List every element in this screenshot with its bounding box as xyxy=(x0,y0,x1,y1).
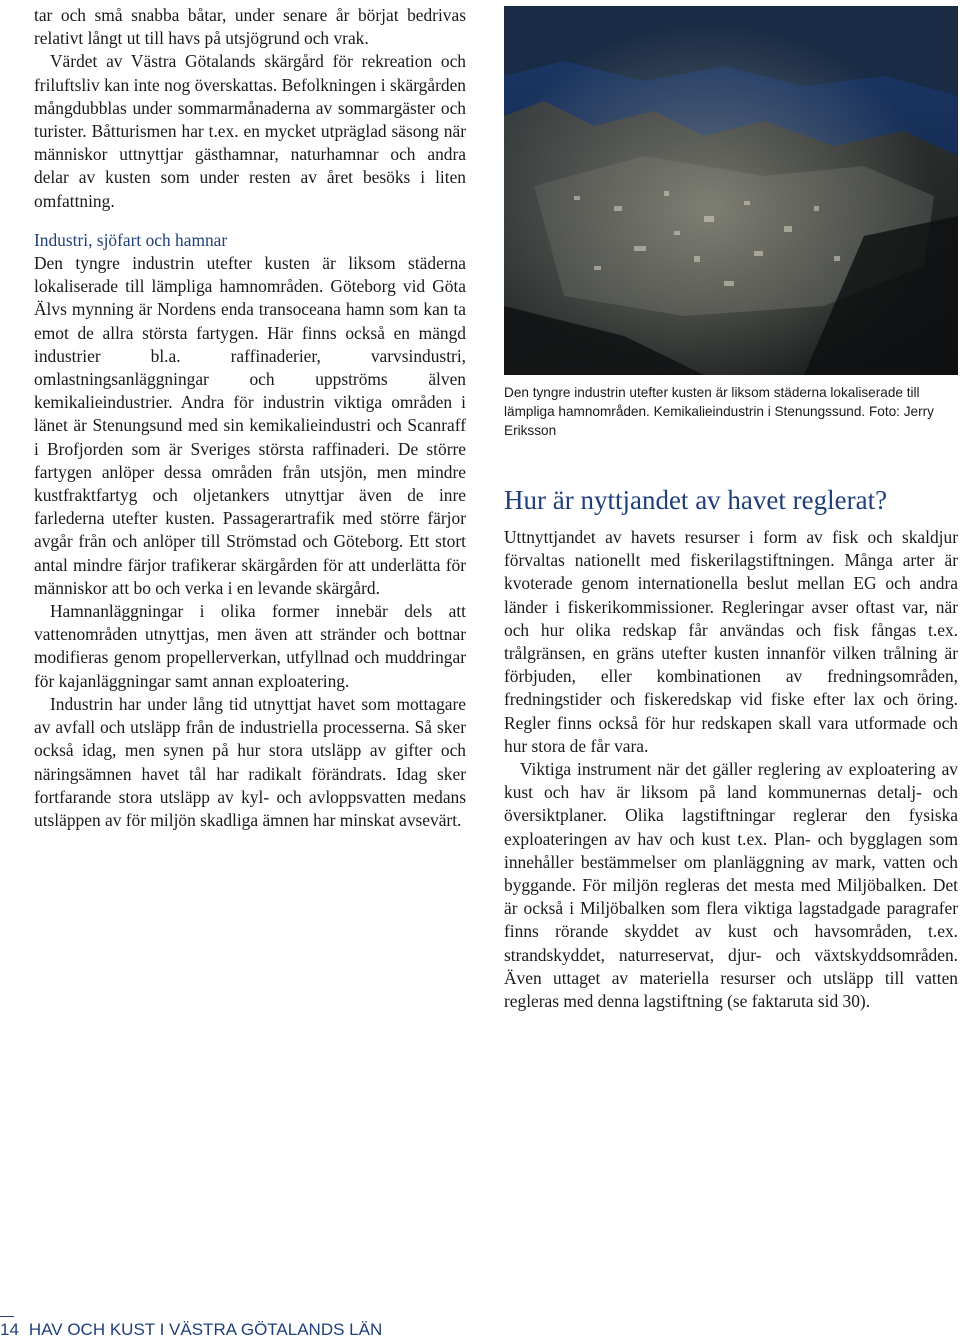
photo-caption: Den tyngre industrin utefter kusten är liksom städerna lokaliserade till lämpliga hamnområden. Kemikalieindustrin i Stenungssund. Foto: Jerry Eriksson xyxy=(504,385,934,438)
body-paragraph: Den tyngre industrin utefter kusten är liksom städerna lokaliserade till lämpliga hamnområden. Göteborg vid Göta Älvs mynning är Nordens enda transoceana hamn som kan ta emot de allra största fartygen. Här finns också en mängd industrier bl.a. raffinaderier, varvsindustri, omlastningsanläggningar och uppströms älven kemikalieindustrier. Andra för industrin viktiga områden i länet är Stenungsund med sin kemikalieindustri och Scanraff i Brofjorden som är Sveriges största raffinaderi. De större fartygen anlöper dessa områden från utsjön, men mindre kustfraktfartyg och oljetankers utnyttjar även de inre farlederna utefter kusten. Passagerartrafik med större färjor avgår från och anlöper till Strömstad och Göteborg. Ett stort antal mindre färjor trafikerar skärgården för att underlätta för människor att bo och verka i en levande skärgård. xyxy=(34,253,466,598)
body-paragraph: Viktiga instrument när det gäller reglering av exploatering av kust och hav är liksom på land kommunernas detalj- och översiktplaner. Olika lagstiftningar reglerar den fysiska exploateringen av hav och kust t.ex. Plan- och bygglagen som innehåller bestämmelser om planläggning av mark, vatten och byggande. För miljön regleras det mesta med Miljöbalken. Det är också i Miljöbalken som flera viktiga lagstadgade paragrafer finns rörande skyddet av kust och havsområden, t.ex. strandskyddet, naturreservat, djur- och växtskyddsområden. Även uttaget av materiella resurser och utsläpp till vatten regleras med denna lagstiftning (se faktaruta sid 30). xyxy=(504,759,958,1012)
section-subheading: Industri, sjöfart och hamnar xyxy=(34,229,228,250)
footer-rule xyxy=(0,1316,14,1317)
aerial-photo-image xyxy=(504,6,958,375)
page-number: 14 xyxy=(0,1320,19,1339)
page-footer xyxy=(0,1320,382,1340)
left-column xyxy=(34,4,466,832)
body-paragraph: tar och små snabba båtar, under senare år börjat bedrivas relativt långt ut till havs på utsjögrund och vrak. xyxy=(34,5,466,49)
body-paragraph: Industrin har under lång tid utnyttjat havet som mottagare av avfall och utsläpp från de industriella processerna. Så sker också idag, men synen på hur stora utsläpp av gifter och näringsämnen havet tål har radikalt förändrats. Idag sker fortfarande stora utsläpp av kyl- och avloppsvatten medans utsläppen av för miljön skadliga ämnen har minskat avsevärt. xyxy=(34,693,466,830)
aerial-photo-stenungsund xyxy=(504,6,958,375)
publication-title: HAV OCH KUST I VÄSTRA GÖTALANDS LÄN xyxy=(28,1320,383,1339)
body-paragraph: Uttnyttjandet av havets resurser i form av fisk och skaldjur förvaltas nationellt med fiskerilagstiftningen. Många arter är kvoterade genom internationella beslut mellan EG och andra länder i fiskerikommissioner. Regleringar avser oftast var, när och hur olika redskap får användas och fisk fångas t.ex. trålgränsen, en gräns utefter kusten innanför vilken trålning är förbjuden, eller kombinationen av fredningsområden, fredningstider och fiskeredskap vid fiske efter lax och öring. Regler finns också för hur redskapen skall vara utformade och hur stora de får vara. xyxy=(504,527,958,756)
body-paragraph: Hamnanläggningar i olika former innebär dels att vattenområden utnyttjas, men även att stränder och bottnar modifieras genom propellerverkan, utfyllnad och muddringar för kajanläggningar samt annan exploatering. xyxy=(34,601,466,691)
section-heading: Hur är nyttjandet av havet reglerat? xyxy=(504,485,888,515)
right-column xyxy=(504,6,958,1013)
section-body xyxy=(504,526,958,1013)
body-paragraph: Värdet av Västra Götalands skärgård för rekreation och friluftsliv kan inte nog överskattas. Befolkningen i skärgården mångdubblas under sommarmånaderna av sommargäster och turister. Båtturismen har t.ex. en mycket utpräglad säsong när människor uttnyttjar gästhamnar, naturhamnar och andra delar av kusten som under resten av året besöks i liten omfattning. xyxy=(34,51,466,211)
